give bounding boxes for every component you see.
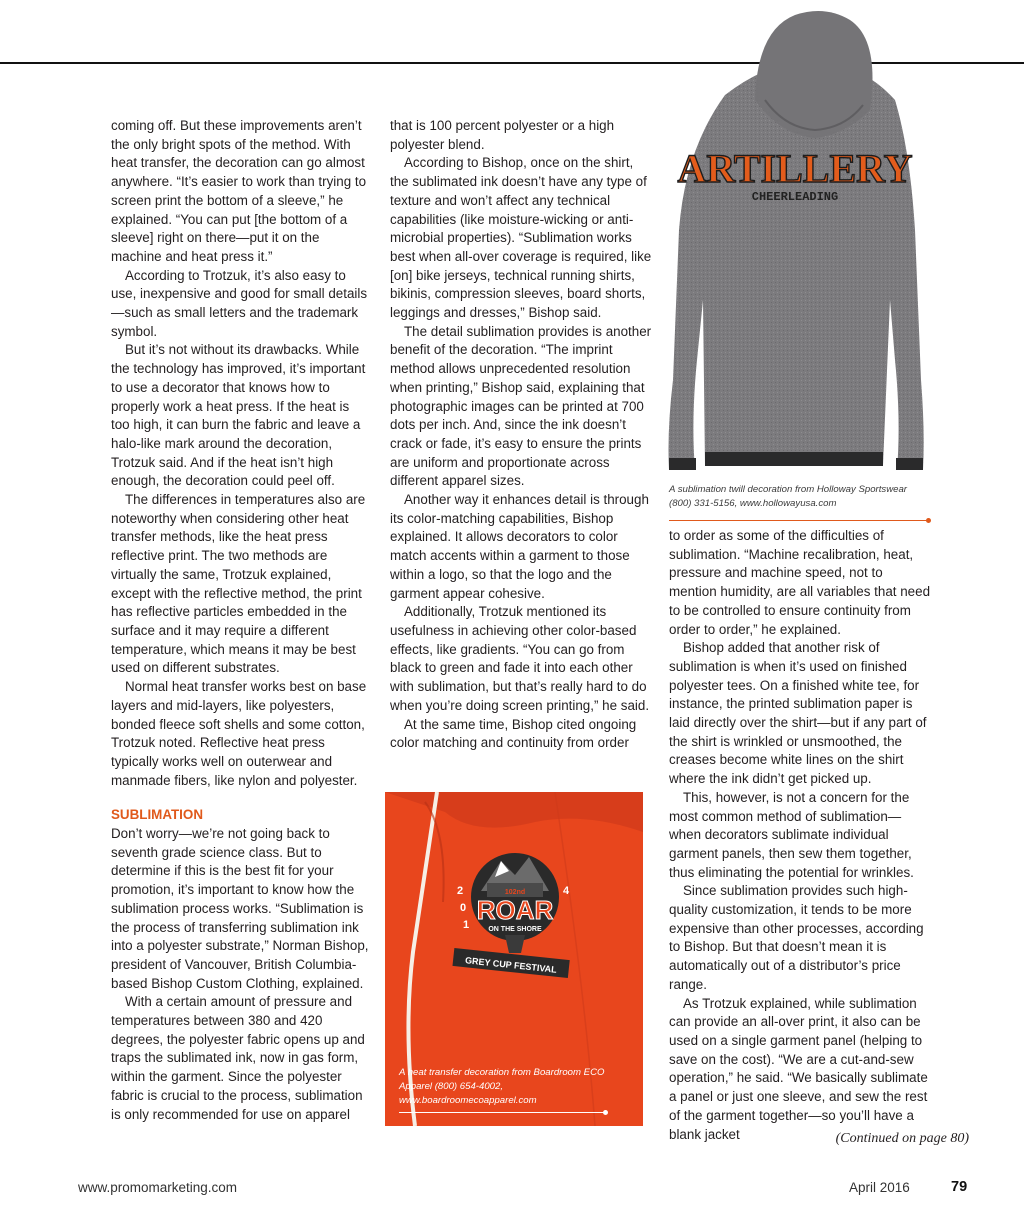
page-number: 79 [951, 1179, 968, 1195]
article-column-1 [111, 117, 371, 1124]
paragraph: Additionally, Trotzuk mentioned its usefulness in achieving other color-based effects, like gradients. “You can go from black to green and fade it into each other with sublimation, but that’s really hard to do when you’re doing screen printing,” he said. [390, 604, 650, 713]
hoodie-caption: A sublimation twill decoration from Holloway Sportswear (800) 331-5156, www.hollowayusa.com [669, 484, 907, 509]
jacket-logo-banner: GREY CUP FESTIVAL [464, 955, 558, 975]
jacket-logo-edition: 102nd [504, 889, 526, 896]
paragraph: Another way it enhances detail is through its color-matching capabilities, Bishop explained. It allows decorators to color match accents within a garment to those within a logo, so that the logo and the garment appear cohesive. [390, 492, 649, 601]
paragraph: coming off. But these improvements aren’t the only bright spots of the method. With heat transfer, the decoration can go almost anywhere. “It’s easier to work than trying to screen print the bottom of a sleeve,” he explained. “You can put [the bottom of a sleeve] right on there—put it on the machine and heat press it.” [111, 118, 367, 264]
hoodie-photo [665, 0, 935, 476]
jacket-logo-year-digit: 4 [563, 885, 570, 897]
continued-note: (Continued on page 80) [835, 1131, 969, 1146]
hoodie-print-title: ARTILLERY [677, 146, 913, 191]
jacket-logo-tagline: ON THE SHORE [488, 926, 542, 933]
caption-rule [669, 520, 929, 521]
jacket-caption: A heat transfer decoration from Boardroom ECO Apparel (800) 654-4002, www.boardroomecoapparel.com [399, 1067, 605, 1106]
section-heading: SUBLIMATION [111, 807, 203, 823]
article-column-2 [390, 117, 652, 753]
paragraph: At the same time, Bishop cited ongoing color matching and continuity from order [390, 716, 637, 751]
jacket-logo-year-digit: 2 [457, 885, 464, 897]
paragraph: The differences in temperatures also are noteworthy when considering other heat transfer methods, like the heat press reflective print. The two methods are virtually the same, Trotzuk explained, except with the reflective method, the print has reflective particles embedded in the surface and it may require a different temperature, which means it may be best used on different substrates. [111, 492, 366, 676]
paragraph: But it’s not without its drawbacks. While the technology has improved, it’s important to use a decorator that knows how to properly work a heat press. If the heat is too high, it can burn the fabric and leave a halo-like mark around the decoration, Trotzuk said. And if the heat isn’t high enough, the decoration could peel off. [111, 342, 366, 489]
paragraph: According to Bishop, once on the shirt, the sublimated ink doesn’t have any type of texture and won’t affect any technical capabilities (like moisture-wicking or anti-microbial properties). “Sublimation works best when all-over coverage is required, like [on] bike jerseys, technical running shirts, bikinis, compression sleeves, board shorts, leggings and dresses,” Bishop said. [390, 155, 652, 321]
jacket-logo-word: ROAR [476, 895, 554, 925]
paragraph: to order as some of the difficulties of sublimation. “Machine recalibration, heat, pressure and machine speed, not to mention humidity, are all variables that need to be controlled to ensure continuity from order to order,” he explained. [669, 528, 931, 637]
paragraph: Don’t worry—we’re not going back to seventh grade science class. But to determine if this is the best fit for your promotion, it’s important to know how the sublimation process works. “Sublimation is the process of transferring sublimation ink into a polyester substrate,” Norman Bishop, president of Vancouver, British Columbia-based Bishop Custom Clothing, explained. [111, 826, 369, 991]
paragraph: Bishop added that another risk of sublimation is when it’s used on finished polyester tees. On a finished white tee, for instance, the printed sublimation paper is laid directly over the shirt—but if any part of the shirt is wrinkled or unsmoothed, the creases become white lines on the shirt where the ink didn’t get picked up. [669, 640, 927, 787]
article-column-3 [669, 527, 931, 1144]
paragraph: With a certain amount of pressure and temperatures between 380 and 420 degrees, the polyester fabric opens up and traps the sublimated ink, now in gas form, within the garment. Since the polyester fabric is crucial to the process, sublimation is only recommended for use on apparel [111, 994, 365, 1122]
paragraph: Since sublimation provides such high-quality customization, it tends to be more expensive than other processes, according to Bishop. But that doesn’t mean it is automatically out of a distributor’s price range. [669, 883, 924, 992]
paragraph: The detail sublimation provides is another benefit of the decoration. “The imprint method allows unprecedented resolution when printing,” Bishop said, explaining that photographic images can be printed at 700 dots per inch. And, since the ink doesn’t crack or fade, it’s easy to ensure the prints are uniform and proportionate across different apparel sizes. [390, 323, 652, 489]
paragraph: that is 100 percent polyester or a high polyester blend. [390, 118, 615, 152]
footer-issue-date: April 2016 [849, 1180, 910, 1195]
paragraph: According to Trotzuk, it’s also easy to use, inexpensive and good for small details—such as small letters and the trademark symbol. [111, 267, 368, 339]
hoodie-print-subtitle: CHEERLEADING [751, 190, 839, 204]
paragraph: This, however, is not a concern for the most common method of sublimation—when decorators sublimate individual garment panels, then sew them together, thus eliminating the potential for wrinkles. [669, 789, 914, 880]
jacket-logo-year-digit: 0 [460, 902, 467, 914]
jacket-logo-year-digit: 1 [463, 919, 470, 931]
caption-rule [399, 1112, 606, 1113]
paragraph: Normal heat transfer works best on base layers and mid-layers, like polyesters, bonded fleece soft shells and some cotton, Trotzuk noted. Reflective heat press typically works well on outerwear and manmade fibers, like nylon and polyester. [111, 679, 367, 788]
paragraph: As Trotzuk explained, while sublimation can provide an all-over print, it also can be used on a single garment panel (helping to save on the cost). “We are a cut-and-sew operation,” he said. “We basically sublimate a panel or just one sleeve, and sew the rest of the garment together—so you’ll have a blank jacket [669, 995, 928, 1142]
footer-website-link[interactable]: www.promomarketing.com [78, 1180, 238, 1195]
hoodie-illustration [665, 0, 935, 476]
